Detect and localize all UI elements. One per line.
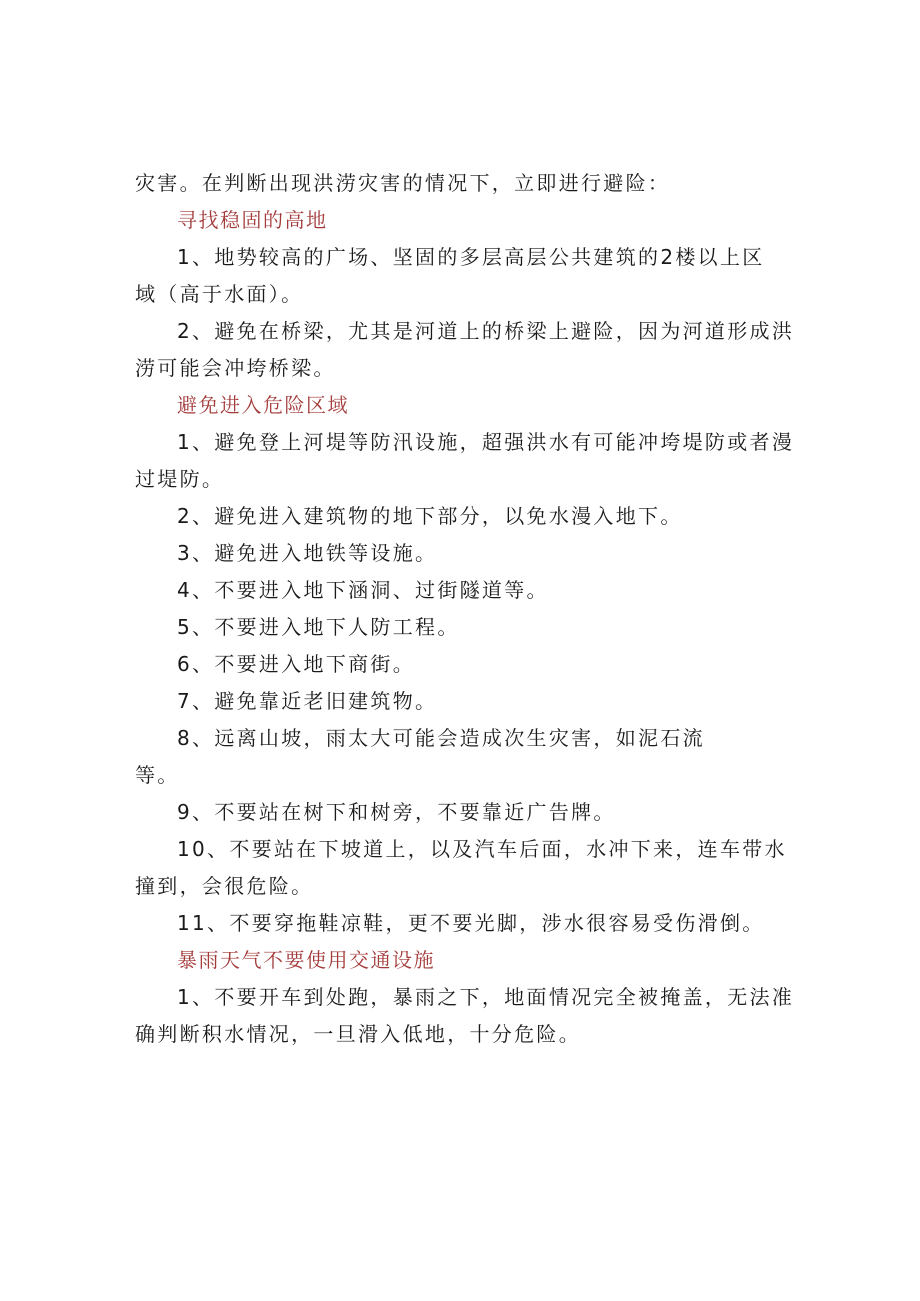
list-item <box>135 535 780 572</box>
item-line: 3、避免进入地铁等设施。 <box>177 541 438 565</box>
list-item <box>135 498 780 535</box>
item-line: 4、不要进入地下涵洞、过街隧道等。 <box>177 578 549 602</box>
section-heading-danger-zones: 避免进入危险区域 <box>177 393 349 417</box>
list-item <box>135 720 780 794</box>
item-line: 1、地势较高的广场、坚固的多层高层公共建筑的2楼以上区 <box>177 245 765 269</box>
item-line: 确判断积水情况，一旦滑入低地，十分危险。 <box>135 1022 581 1046</box>
item-line: 5、不要进入地下人防工程。 <box>177 615 460 639</box>
item-line: 过堤防。 <box>135 467 225 491</box>
document-body <box>135 165 795 1053</box>
list-item <box>135 572 780 609</box>
list-item <box>135 794 780 831</box>
section-heading-high-ground: 寻找稳固的高地 <box>177 208 328 232</box>
item-line: 2、避免进入建筑物的地下部分，以免水漫入地下。 <box>177 504 683 528</box>
item-line: 6、不要进入地下商街。 <box>177 652 416 676</box>
list-item <box>135 646 780 683</box>
item-line: 1、避免登上河堤等防汛设施，超强洪水有可能冲垮堤防或者漫 <box>177 430 795 454</box>
item-line: 8、远离山坡，雨太大可能会造成次生灾害，如泥石流 <box>177 726 705 750</box>
item-line: 2、避免在桥梁，尤其是河道上的桥梁上避险，因为河道形成洪 <box>177 319 795 343</box>
item-line: 涝可能会冲垮桥梁。 <box>135 356 336 380</box>
item-line: 7、避免靠近老旧建筑物。 <box>177 689 438 713</box>
list-item <box>135 239 780 313</box>
item-line: 撞到，会很危险。 <box>135 874 314 898</box>
list-item <box>135 683 780 720</box>
item-line: 等。 <box>135 763 180 787</box>
list-item <box>135 313 795 387</box>
list-item <box>135 905 780 942</box>
list-item <box>135 424 795 498</box>
item-line: 域（高于水面）。 <box>135 282 304 306</box>
item-line: 9、不要站在树下和树旁，不要靠近广告牌。 <box>177 800 616 824</box>
list-item <box>135 979 795 1053</box>
list-item <box>135 831 787 905</box>
list-item <box>135 609 780 646</box>
item-line: 1、不要开车到处跑，暴雨之下，地面情况完全被掩盖，无法准 <box>177 985 795 1009</box>
item-line: 10、不要站在下坡道上，以及汽车后面，水冲下来，连车带水 <box>177 837 787 861</box>
intro-text: 灾害。在判断出现洪涝灾害的情况下，立即进行避险： <box>135 171 671 195</box>
section-heading-transport: 暴雨天气不要使用交通设施 <box>177 948 435 972</box>
item-line: 11、不要穿拖鞋凉鞋，更不要光脚，涉水很容易受伤滑倒。 <box>177 911 765 935</box>
